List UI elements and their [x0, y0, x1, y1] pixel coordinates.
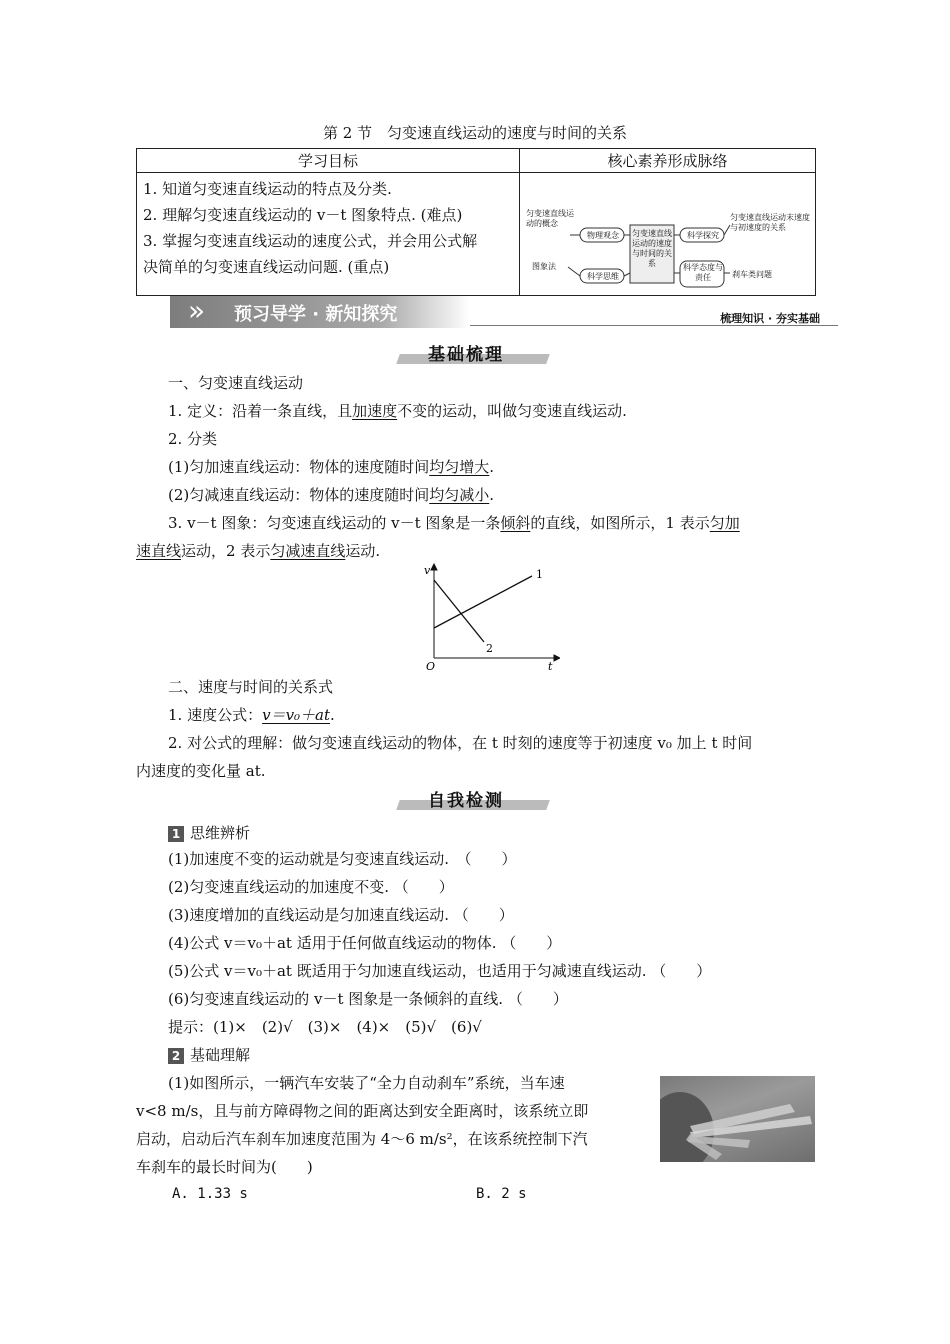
answer-blank: 加速度 — [352, 402, 398, 420]
goals-header: 学习目标 — [137, 149, 520, 173]
banner-subtitle: 梳理知识 · 夯实基础 — [720, 312, 820, 325]
text: 不变的运动，叫做匀变速直线运动. — [397, 402, 627, 420]
q1-item: (2)匀变速直线运动的加速度不变. （ ） — [168, 878, 454, 896]
q2-line: 车刹车的最长时间为( ) — [136, 1158, 313, 1176]
answer-blank: 匀减速直线 — [270, 542, 346, 560]
map-far-top: 匀变速直线运动末速度与初速度的关系 — [730, 213, 810, 232]
section-banner — [170, 296, 838, 328]
vt-graph — [420, 562, 560, 672]
text: 1. 定义：沿着一条直线，且 — [168, 402, 353, 420]
banner-title: 预习导学 · 新知探究 — [234, 304, 398, 325]
section-heading-basics — [398, 340, 558, 366]
number-badge: 1 — [168, 826, 184, 842]
s1-heading: 一、匀变速直线运动 — [168, 374, 304, 392]
heading-text: 基础梳理 — [428, 345, 504, 365]
number-badge: 2 — [168, 1048, 184, 1064]
text: (1)匀加速直线运动：物体的速度随时间 — [168, 458, 430, 476]
concept-map-diagram — [520, 173, 815, 291]
q1-item: (5)公式 v＝v₀＋at 既适用于匀加速直线运动，也适用于匀减速直线运动. （ ） — [168, 962, 712, 980]
goal-2: 2. 理解匀变速直线运动的 v－t 图象特点. (难点) — [143, 206, 463, 224]
s2-heading: 二、速度与时间的关系式 — [168, 678, 334, 696]
answer-blank: 均匀减小 — [429, 486, 490, 504]
map-header: 核心素养形成脉络 — [520, 149, 816, 173]
map-right-bottom: 科学态度与责任 — [683, 263, 723, 282]
goals-table — [136, 148, 816, 296]
car-sensor-illustration — [660, 1076, 815, 1162]
line-2 — [434, 580, 484, 642]
q2-line: (1)如图所示，一辆汽车安装了“全力自动刹车”系统，当车速 — [168, 1074, 565, 1092]
answer-blank: 均匀增大 — [429, 458, 490, 476]
section-heading-selfcheck — [398, 786, 558, 812]
map-center: 匀变速直线运动的速度与时间的关系 — [632, 229, 672, 268]
chevron-icon: » — [188, 294, 206, 327]
map-mid-bottom: 科学思维 — [587, 272, 619, 281]
q1-item: (6)匀变速直线运动的 v－t 图象是一条倾斜的直线. （ ） — [168, 990, 568, 1008]
text: 运动. — [345, 542, 381, 560]
answer-blank: 速直线 — [136, 542, 182, 560]
car-brake-photo — [660, 1076, 815, 1162]
q2-line: 启动，启动后汽车刹车加速度范围为 4～6 m/s²，在该系统控制下汽 — [136, 1130, 588, 1148]
q1-title — [168, 822, 250, 843]
text: 1. 速度公式： — [168, 706, 263, 724]
q1-item: (3)速度增加的直线运动是匀加速直线运动. （ ） — [168, 906, 514, 924]
y-arrow-icon — [431, 564, 437, 570]
y-label: v — [424, 564, 431, 577]
map-left-bottom: 图象法 — [532, 262, 556, 271]
origin-label: O — [426, 660, 436, 672]
formula-blank: v＝v₀＋at — [262, 706, 331, 724]
text: 的直线，如图所示，1 表示 — [530, 514, 710, 532]
goal-3-cont: 决简单的匀变速直线运动问题. (重点) — [143, 258, 390, 276]
x-label: t — [548, 660, 553, 672]
s2-explain: 2. 对公式的理解：做匀变速直线运动的物体，在 t 时刻的速度等于初速度 v₀ 加上 t 时间 — [168, 734, 753, 752]
s1-graph-desc-cont — [136, 540, 380, 561]
option-b: B. 2 s — [476, 1186, 527, 1202]
s1-decel — [168, 484, 494, 505]
text: 3. v－t 图象：匀变速直线运动的 v－t 图象是一条 — [168, 514, 501, 532]
s1-definition — [168, 400, 627, 421]
s2-explain-cont: 内速度的变化量 at. — [136, 762, 266, 780]
q1-hint: 提示：(1)× (2)√ (3)× (4)× (5)√ (6)√ — [168, 1018, 482, 1036]
text: 基础理解 — [190, 1046, 251, 1064]
text: (2)匀减速直线运动：物体的速度随时间 — [168, 486, 430, 504]
line-1 — [434, 576, 532, 628]
q1-item: (4)公式 v＝v₀＋at 适用于任何做直线运动的物体. （ ） — [168, 934, 562, 952]
text: . — [489, 458, 495, 476]
goal-1: 1. 知道匀变速直线运动的特点及分类. — [143, 180, 392, 198]
answer-blank: 倾斜 — [500, 514, 531, 532]
goals-cell — [137, 173, 520, 296]
s1-classify: 2. 分类 — [168, 430, 218, 448]
answer-blank: 匀加 — [709, 514, 740, 532]
map-left-top: 匀变速直线运动的概念 — [526, 209, 574, 228]
goal-3: 3. 掌握匀变速直线运动的速度公式，并会用公式解 — [143, 232, 478, 250]
q1-item: (1)加速度不变的运动就是匀变速直线运动. （ ） — [168, 850, 517, 868]
q2-line: v<8 m/s，且与前方障碍物之间的距离达到安全距离时，该系统立即 — [136, 1102, 589, 1120]
s1-accel — [168, 456, 494, 477]
q2-title — [168, 1044, 250, 1065]
text: 运动，2 表示 — [181, 542, 271, 560]
map-mid-top: 物理观念 — [587, 231, 619, 240]
text: . — [330, 706, 335, 724]
option-a: A. 1.33 s — [172, 1186, 248, 1202]
s2-formula — [168, 704, 335, 725]
line-2-label: 2 — [486, 642, 493, 655]
text: . — [489, 486, 495, 504]
page-title: 第 2 节 匀变速直线运动的速度与时间的关系 — [322, 124, 628, 142]
text: 思维辨析 — [190, 824, 251, 842]
map-right-top: 科学探究 — [687, 231, 719, 240]
map-far-bottom: 刹车类问题 — [732, 270, 772, 279]
x-arrow-icon — [554, 655, 560, 661]
heading-text: 自我检测 — [428, 791, 504, 811]
concept-map — [520, 173, 816, 296]
s1-graph-desc — [168, 512, 740, 533]
line-1-label: 1 — [536, 568, 543, 581]
